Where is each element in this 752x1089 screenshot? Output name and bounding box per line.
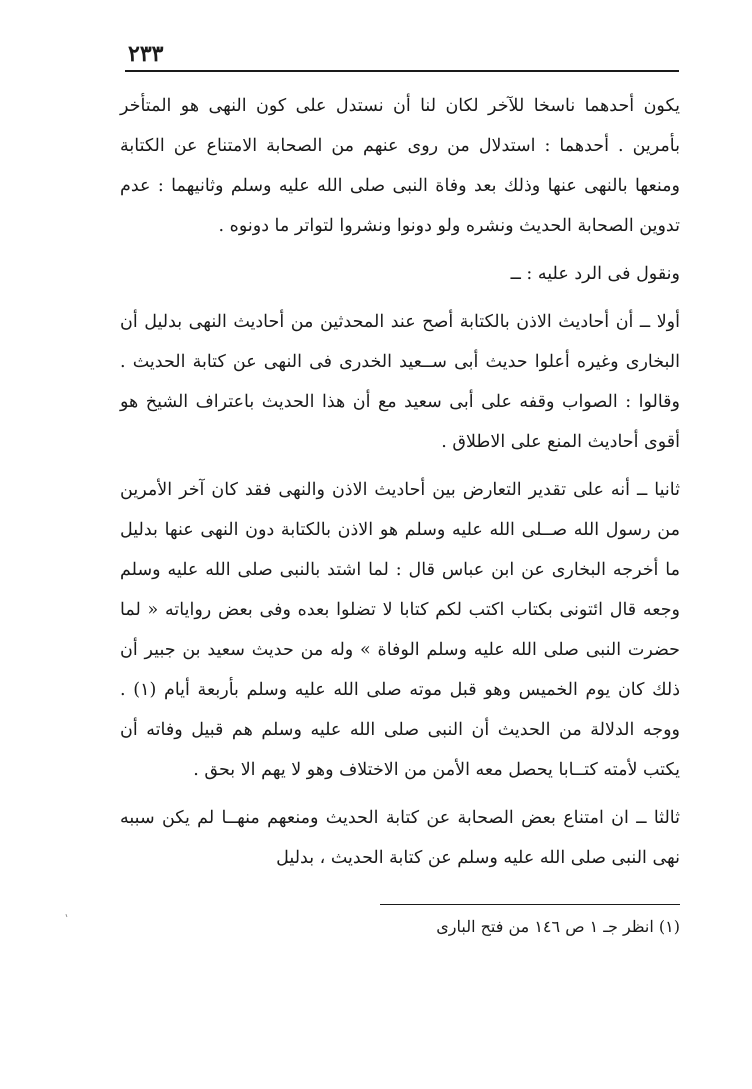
paragraph-rebuttal-heading: ونقول فى الرد عليه : ــ (510, 264, 680, 284)
header-rule (125, 70, 679, 72)
edge-mark: ' (63, 911, 72, 926)
paragraph-intro: يكون أحدهما ناسخا للآخر لكان لنا أن نستدل على كون النهى هو المتأخر بأمرين . أحدهما : استدلال من روى عنهم من الصحابة الامتناع عن الكتابة ومنعها بالنهى عنها وذلك بعد وفاة النبى صلى الله عليه وسلم وثانيهما : عدم تدوين الصحابة الحديث ونشره ولو دونوا ونشروا لتواتر ما دونوه . (120, 96, 680, 236)
footnote: (١) انظر جـ ١ ص ١٤٦ من فتح البارى (436, 917, 680, 936)
footnote-rule (380, 904, 680, 905)
page-number: ٢٣٣ (128, 41, 164, 67)
paragraph-third-point: ثالثا ــ ان امتناع بعض الصحابة عن كتابة الحديث ومنعهم منهــا لم يكن سببه نهى النبى صلى الله عليه وسلم عن كتابة الحديث ، بدليل (120, 808, 680, 868)
paragraph-second-point: ثانيا ــ أنه على تقدير التعارض بين أحاديث الاذن والنهى فقد كان آخر الأمرين من رسول الله صــلى الله عليه وسلم هو الاذن بالكتابة دون النهى عنها بدليل ما أخرجه البخارى عن ابن عباس قال : لما اشتد بالنبى صلى الله عليه وسلم وجعه قال ائتونى بكتاب اكتب لكم كتابا لا تضلوا بعده وفى بعض رواياته « لما حضرت النبى صلى الله عليه وسلم الوفاة » وله من حديث سعيد بن جبير أن ذلك كان يوم الخميس وهو قبل موته صلى الله عليه وسلم بأربعة أيام (١) . ووجه الدلالة من الحديث أن النبى صلى الله عليه وسلم هم قبيل وفاته أن يكتب لأمته كتــابا يحصل معه الأمن من الاختلاف وهو لا يهم الا بحق . (120, 480, 681, 780)
paragraph-first-point: أولا ــ أن أحاديث الاذن بالكتابة أصح عند المحدثين من أحاديث النهى بدليل أن البخارى وغيره أعلوا حديث أبى ســعيد الخدرى فى النهى عن كتابة الحديث . وقالوا : الصواب وقفه على أبى سعيد مع أن هذا الحديث باعتراف الشيخ هو أقوى أحاديث المنع على الاطلاق . (120, 312, 680, 452)
body-text (120, 86, 680, 878)
